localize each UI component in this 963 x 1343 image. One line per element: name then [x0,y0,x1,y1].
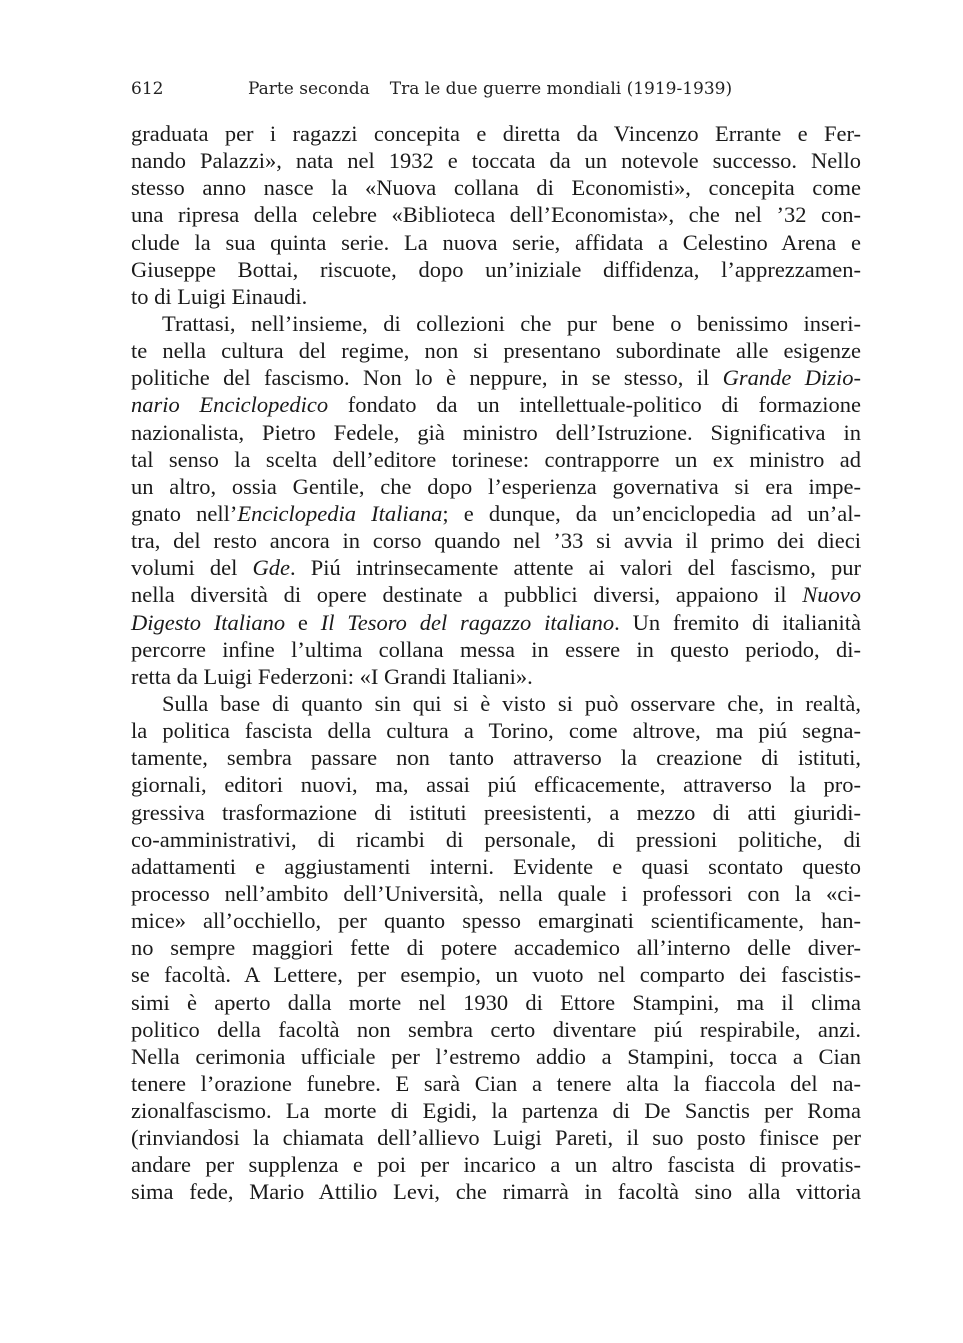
text-line: tamente, sembra passare non tanto attraverso la creazione di istituti, [131,745,861,771]
text-line: gnato nell’Enciclopedia Italiana; e dunque, da un’enciclopedia ad un’al- [131,500,861,526]
text-line: Trattasi, nell’insieme, di collezioni che pur bene o benissimo inseri- [162,310,861,336]
text-line: Nella cerimonia ufficiale per l’estremo addio a Stampini, tocca a Cian [131,1043,861,1069]
text-line: te nella cultura del regime, non si presentano subordinate alle esigenze [131,338,861,364]
paragraph [131,690,861,1206]
text-line: andare per supplenza e poi per incarico a un altro fascista di provatis- [131,1152,861,1178]
paragraph [131,120,861,310]
text-line: graduata per i ragazzi concepita e diretta da Vincenzo Errante e Fer- [131,121,861,146]
text-line: co-amministrativi, di ricambi di personale, di pressioni politiche, di [131,826,861,852]
text-line: volumi del Gde. Piú intrinsecamente attente ai valori del fascismo, pur [131,555,861,581]
text-line: nazionalista, Pietro Fedele, già ministro dell’Istruzione. Significativa in [131,419,861,445]
running-header [131,77,863,101]
chapter-title: Tra le due guerre mondiali (1919-1939) [389,79,733,99]
text-line: Digesto Italiano e Il Tesoro del ragazzo italiano. Un fremito di italianità [131,609,861,635]
page-number: 612 [131,79,164,99]
text-line: clude la sua quinta serie. La nuova serie, affidata a Celestino Arena e [131,229,861,255]
text-line: una ripresa della celebre «Biblioteca dell’Economista», che nel ’32 con- [131,202,861,228]
text-line: tal senso la scelta dell’editore torinese: contrapporre un ex ministro ad [131,446,861,472]
text-line: mice» all’occhiello, per quanto spesso emarginati scientificamente, han- [131,908,861,934]
text-line: to di Luigi Einaudi. [131,283,308,309]
body-text [131,120,861,1206]
text-line: tenere l’orazione funebre. E sarà Cian a tenere alta la fiaccola del na- [131,1070,861,1096]
paragraph [131,310,861,690]
text-line: stesso anno nasce la «Nuova collana di Economisti», concepita come [131,175,861,201]
text-line: simi è aperto dalla morte nel 1930 di Ettore Stampini, ma il clima [131,989,861,1015]
text-line: giornali, editori nuovi, ma, assai piú efficacemente, attraverso la pro- [131,772,861,798]
text-line: tra, del resto ancora in corso quando nel ’33 si avvia il primo dei dieci [131,528,861,554]
text-line: nella diversità di opere destinate a pubblici diversi, appaiono il Nuovo [131,582,861,608]
text-line: no sempre maggiori fette di potere accademico all’interno delle diver- [131,935,861,961]
text-line: zionalfascismo. La morte di Egidi, la partenza di De Sanctis per Roma [131,1098,861,1124]
text-line: adattamenti e aggiustamenti interni. Evidente e quasi scontato questo [131,853,861,879]
text-line: percorre infine l’ultima collana messa in essere in questo periodo, di- [131,636,861,662]
text-line: processo nell’ambito dell’Università, nella quale i professori con la «ci- [131,880,861,906]
text-line: se facoltà. A Lettere, per esempio, un vuoto nel comparto dei fascistis- [131,962,861,988]
text-line: politico della facoltà non sembra certo diventare piú respirabile, anzi. [131,1016,861,1042]
text-line: Giuseppe Bottai, riscuote, dopo un’iniziale diffidenza, l’apprezzamen- [131,256,861,282]
text-line: la politica fascista della cultura a Torino, come altrove, ma piú segna- [131,718,861,744]
text-line: gressiva trasformazione di istituti preesistenti, a mezzo di atti giuridi- [131,799,861,825]
text-line: sima fede, Mario Attilio Levi, che rimarrà in facoltà sino alla vittoria [131,1179,861,1205]
running-head [248,77,732,101]
text-line: nando Palazzi», nata nel 1932 e toccata da un notevole successo. Nello [131,148,861,174]
text-line: (rinviandosi la chiamata dell’allievo Luigi Pareti, il suo posto finisce per [131,1125,861,1151]
text-line: nario Enciclopedico fondato da un intellettuale-politico di formazione [131,392,861,418]
text-line: politiche del fascismo. Non lo è neppure, in se stesso, il Grande Dizio- [131,365,861,391]
text-line: Sulla base di quanto sin qui si è visto si può osservare che, in realtà, [162,690,861,716]
part-title: Parte seconda [248,79,370,99]
text-line: un altro, ossia Gentile, che dopo l’esperienza governativa si era impe- [131,473,861,499]
text-line: retta da Luigi Federzoni: «I Grandi Italiani». [131,663,533,689]
